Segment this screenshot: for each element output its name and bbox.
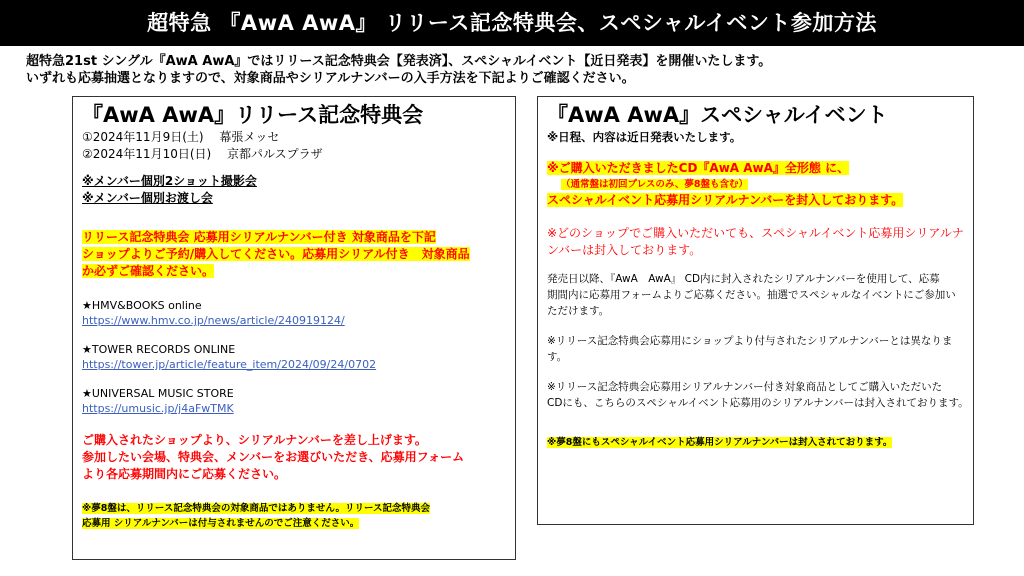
shop-list — [82, 298, 505, 416]
release-event-panel — [72, 96, 516, 560]
yume8-enclosed-note — [547, 435, 963, 450]
shop-item — [82, 386, 505, 416]
event-date-2: ②2024年11月10日(日) 京都パルスプラザ — [82, 147, 323, 161]
apply-line: 発売日以降、『AwA AwA』 CD内に封入されたシリアルナンバーを使用して、応募 — [547, 273, 940, 285]
shop-item — [82, 342, 505, 372]
any-shop-line: ※どのショップでご購入いただいても、スペシャルイベント応募用シリアルナ — [547, 226, 964, 240]
feature-2shot: ※メンバー個別2ショット撮影会 — [82, 174, 257, 188]
caution-line: 応募用 シリアルナンバーは付与されませんのでご注意ください。 — [82, 518, 360, 529]
any-shop-line: ンバーは封入しております。 — [547, 243, 702, 257]
shop-link-universal[interactable]: https://umusic.jp/j4aFwTMK — [82, 402, 234, 415]
serial-line: 参加したい会場、特典会、メンバーをお選びいただき、応募用フォーム — [82, 450, 465, 464]
shop-name-hmv: ★HMV&BOOKS online — [82, 299, 202, 312]
serial-line: より各応募期間内にご応募ください。 — [82, 467, 287, 481]
cd-serial-notice — [547, 160, 963, 209]
purchase-notice-line: か必ずご確認ください。 — [82, 264, 215, 278]
cd-serial-line: スペシャルイベント応募用シリアルナンバーを封入しております。 — [547, 193, 904, 207]
purchase-notice-line: ショップよりご予約/購入してください。応募用シリアル付き 対象商品 — [82, 247, 470, 261]
intro-text — [26, 53, 1016, 87]
shop-link-hmv[interactable]: https://www.hmv.co.jp/news/article/240919124/ — [82, 314, 345, 327]
purchase-notice-line: リリース記念特典会 応募用シリアルナンバー付き 対象商品を下記 — [82, 230, 436, 244]
shop-name-tower: ★TOWER RECORDS ONLINE — [82, 343, 236, 356]
caution-line: ※夢8盤は、リリース記念特典会の対象商品ではありません。リリース記念特典会 — [82, 503, 430, 514]
apply-line: 期間内に応募用フォームよりご応募ください。抽選でスペシャルなイベントにご参加い — [547, 289, 956, 301]
special-event-subtitle: ※日程、内容は近日発表いたします。 — [547, 130, 742, 144]
intro-line-1: 超特急21st シングル『AwA AwA』ではリリース記念特典会【発表済】、スペシャルイベント【近日発表】を開催いたします。 — [26, 54, 772, 69]
difference-line: す。 — [547, 351, 568, 363]
also-enclosed-note — [547, 379, 969, 411]
serial-difference-note — [547, 333, 963, 365]
also-line: ※リリース記念特典会応募用シリアルナンバー付き対象商品としてご購入いただいた — [547, 381, 943, 393]
shop-link-tower[interactable]: https://tower.jp/article/feature_item/2024/09/24/0702 — [82, 358, 377, 371]
shop-name-universal: ★UNIVERSAL MUSIC STORE — [82, 387, 234, 400]
serial-instructions — [82, 432, 505, 483]
yume8-caution — [82, 501, 505, 531]
event-date-1: ①2024年11月9日(土) 幕張メッセ — [82, 130, 280, 144]
intro-line-2: いずれも応募抽選となりますので、対象商品やシリアルナンバーの入手方法を下記よりご確認ください。 — [26, 71, 635, 86]
apply-line: ただけます。 — [547, 305, 610, 317]
page-title: 超特急 『AwA AwA』 リリース記念特典会、スペシャルイベント参加方法 — [0, 0, 1024, 46]
special-event-panel — [537, 96, 974, 525]
apply-instructions — [547, 271, 963, 319]
serial-line: ご購入されたショップより、シリアルナンバーを差し上げます。 — [82, 433, 427, 447]
special-event-title: 『AwA AwA』スペシャルイベント — [547, 103, 888, 127]
shop-item — [82, 298, 505, 328]
yume8-line: ※夢8盤にもスペシャルイベント応募用シリアルナンバーは封入されております。 — [547, 437, 893, 448]
feature-handover: ※メンバー個別お渡し会 — [82, 191, 213, 205]
any-shop-notice — [547, 225, 963, 259]
also-line: CDにも、こちらのスペシャルイベント応募用のシリアルナンバーは封入されております。 — [547, 397, 969, 409]
cd-serial-line: （通常盤は初回プレスのみ、夢8盤も含む） — [561, 179, 749, 190]
difference-line: ※リリース記念特典会応募用にショップより付与されたシリアルナンバーとは異なりま — [547, 335, 953, 347]
cd-serial-line: ※ご購入いただきましたCD『AwA AwA』全形態 に、 — [547, 161, 850, 175]
purchase-notice — [82, 229, 505, 280]
release-event-title: 『AwA AwA』リリース記念特典会 — [82, 103, 424, 127]
